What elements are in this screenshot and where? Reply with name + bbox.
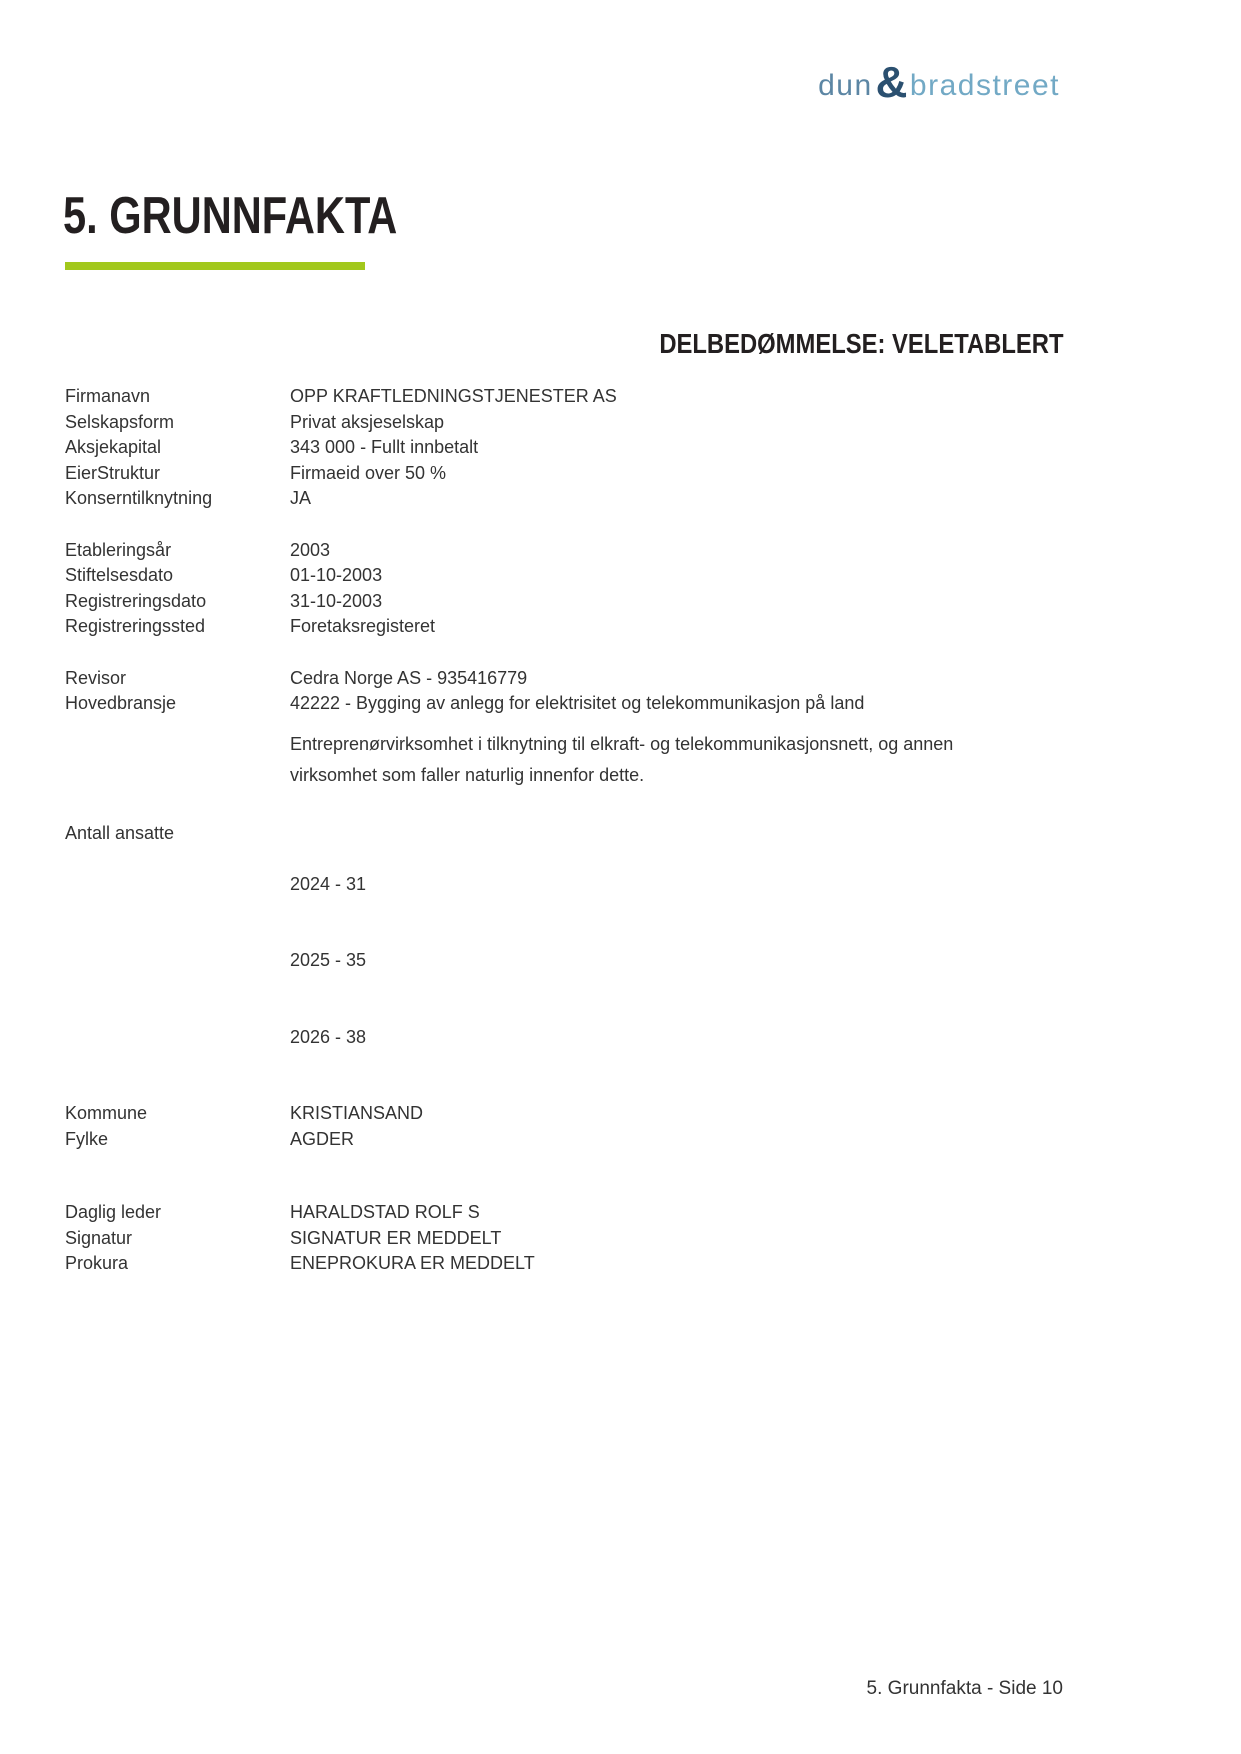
fact-value: HARALDSTAD ROLF S xyxy=(290,1202,480,1222)
facts-section xyxy=(65,384,1161,1303)
fact-row xyxy=(65,486,1161,512)
industry-description: Entreprenørvirksomhet i tilknytning til elkraft- og telekommunikasjonsnett, og annen virksomhet som faller naturlig innenfor dette. xyxy=(290,733,954,785)
fact-label: Stiftelsesdato xyxy=(65,565,174,585)
fact-value: SIGNATUR ER MEDDELT xyxy=(290,1227,502,1248)
fact-label: Registreringssted xyxy=(65,616,206,636)
fact-value: Cedra Norge AS - 935416779 xyxy=(290,667,528,688)
fact-label: Etableringsår xyxy=(65,539,172,560)
fact-row xyxy=(65,410,1161,436)
assessment-heading: DELBEDØMMELSE: VELETABLERT xyxy=(658,328,1063,359)
fact-row xyxy=(65,821,1161,1102)
fact-label: Hovedbransje xyxy=(65,693,177,713)
employee-count-line: 2025 - 35 xyxy=(290,950,367,970)
logo-text-dun: dun xyxy=(818,69,873,102)
fact-value: 2003 xyxy=(290,539,331,560)
fact-group-management xyxy=(65,1200,1161,1277)
fact-value: 01-10-2003 xyxy=(290,565,383,585)
fact-label: Aksjekapital xyxy=(65,437,162,457)
fact-row xyxy=(65,691,1161,717)
fact-label: Registreringsdato xyxy=(65,590,207,611)
fact-group-industry xyxy=(65,666,1161,791)
fact-value: ENEPROKURA ER MEDDELT xyxy=(290,1253,535,1273)
fact-value: Privat aksjeselskap xyxy=(290,411,445,432)
logo-text-bradstreet: bradstreet xyxy=(909,69,1060,102)
fact-label: Revisor xyxy=(65,667,127,688)
fact-row xyxy=(65,538,1161,564)
employee-count-line: 2026 - 38 xyxy=(290,1026,367,1047)
ampersand-icon: & xyxy=(875,58,909,107)
fact-value: OPP KRAFTLEDNINGSTJENESTER AS xyxy=(290,386,617,406)
section-title: 5. GRUNNFAKTA xyxy=(63,187,398,245)
fact-label: Kommune xyxy=(65,1103,148,1123)
fact-row xyxy=(65,461,1161,487)
fact-value: JA xyxy=(290,488,312,508)
fact-row xyxy=(65,1101,1161,1127)
fact-label: Signatur xyxy=(65,1227,133,1248)
fact-label: Konserntilknytning xyxy=(65,488,213,508)
fact-label: Selskapsform xyxy=(65,411,175,432)
fact-value: AGDER xyxy=(290,1128,355,1149)
fact-label: Antall ansatte xyxy=(65,822,175,843)
fact-label: Daglig leder xyxy=(65,1202,162,1222)
employee-count-line: 2024 - 31 xyxy=(290,873,367,894)
dun-bradstreet-logo xyxy=(818,58,1060,107)
fact-group-location xyxy=(65,821,1161,1153)
fact-value-employees xyxy=(290,821,366,1102)
fact-row xyxy=(65,1200,1161,1226)
fact-row xyxy=(65,614,1161,640)
accent-underline xyxy=(65,262,365,270)
fact-row xyxy=(65,666,1161,692)
fact-value: Foretaksregisteret xyxy=(290,616,436,636)
fact-row xyxy=(65,384,1161,410)
fact-row xyxy=(65,563,1161,589)
fact-group-registration xyxy=(65,538,1161,640)
page-footer: 5. Grunnfakta - Side 10 xyxy=(866,1678,1063,1699)
fact-value: Firmaeid over 50 % xyxy=(290,462,447,483)
fact-row xyxy=(65,1127,1161,1153)
fact-row xyxy=(65,435,1161,461)
fact-row xyxy=(65,1226,1161,1252)
fact-label: Firmanavn xyxy=(65,386,151,406)
fact-value: KRISTIANSAND xyxy=(290,1103,424,1123)
fact-row xyxy=(65,1251,1161,1277)
fact-value: 31-10-2003 xyxy=(290,590,383,611)
fact-label: Fylke xyxy=(65,1128,109,1149)
fact-label: Prokura xyxy=(65,1253,129,1273)
fact-label: EierStruktur xyxy=(65,462,161,483)
fact-value: 42222 - Bygging av anlegg for elektrisitet og telekommunikasjon på land xyxy=(290,693,865,713)
fact-group-company xyxy=(65,384,1161,512)
fact-value: 343 000 - Fullt innbetalt xyxy=(290,437,479,457)
fact-row xyxy=(65,589,1161,615)
